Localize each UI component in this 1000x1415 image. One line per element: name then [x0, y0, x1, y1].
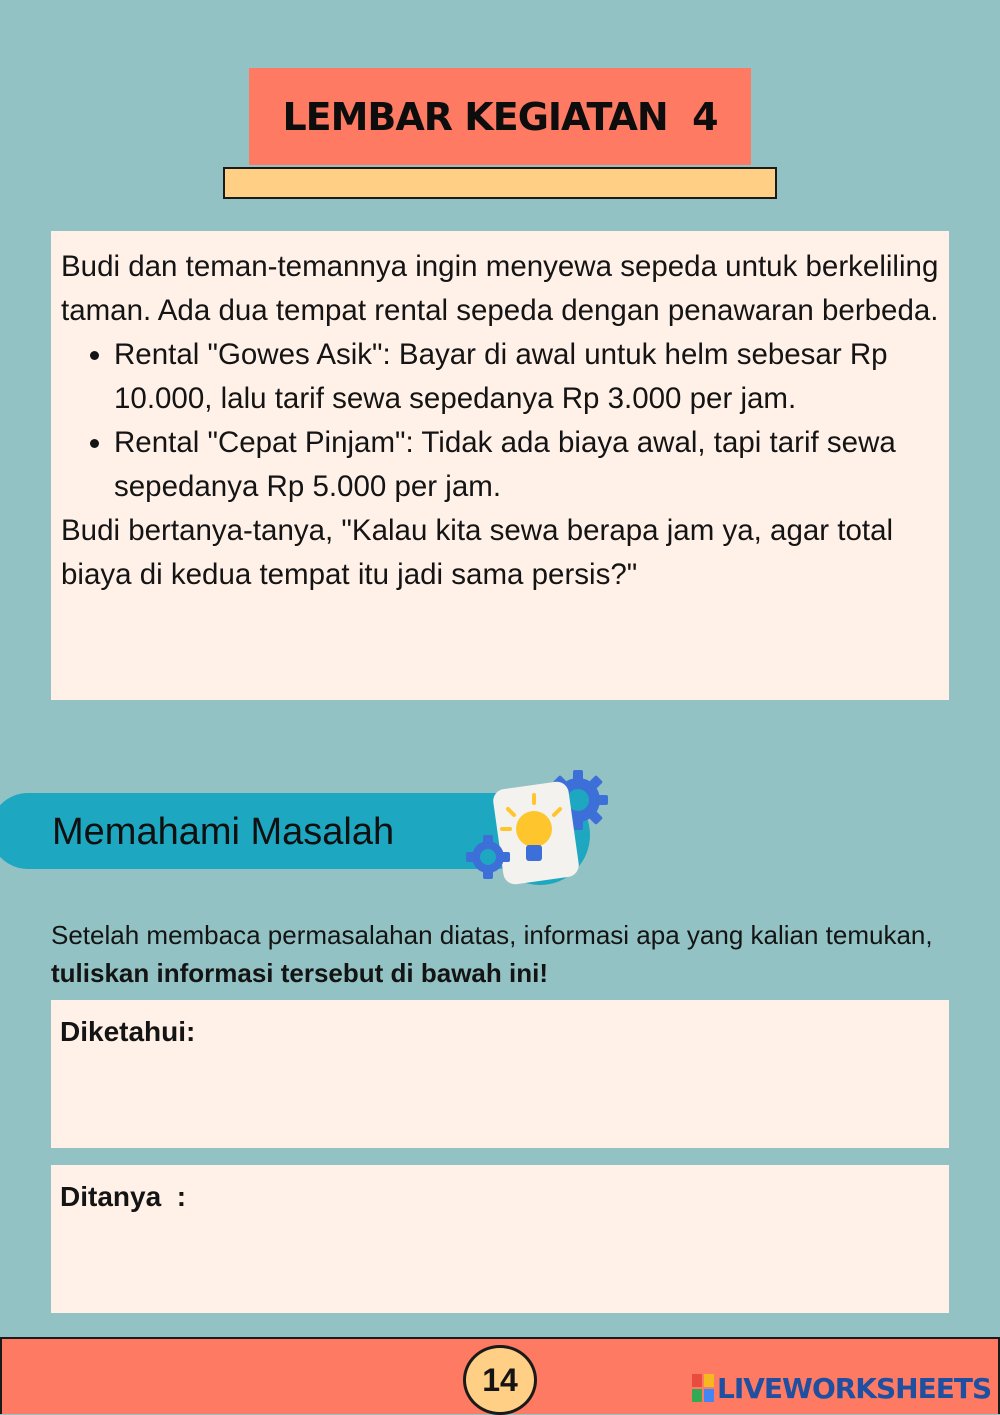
story-intro: Budi dan teman-temannya ingin menyewa sepeda untuk berkeliling taman. Ada dua tempat rental sepeda dengan penawaran berbeda. [61, 250, 939, 327]
section-title: Memahami Masalah [52, 811, 395, 853]
rental-item-cepat-pinjam: • Rental "Cepat Pinjam": Tidak ada biaya awal, tapi tarif sewa sepedanya Rp 5.000 per jam. [114, 421, 939, 509]
lightbulb-gears-icon [460, 765, 610, 895]
liveworksheets-logo-icon [692, 1374, 714, 1402]
brand-name: LIVEWORKSHEETS [717, 1371, 992, 1405]
known-label: Diketahui: [60, 1016, 196, 1047]
liveworksheets-logo [692, 1370, 991, 1406]
story-question: Budi bertanya-tanya, "Kalau kita sewa berapa jam ya, agar total biaya di kedua tempat itu jadi sama persis?" [61, 514, 894, 591]
title-underline-bar [223, 167, 777, 199]
rental-list [61, 333, 939, 509]
page-title: LEMBAR KEGIATAN 4 [282, 94, 718, 139]
asked-input[interactable] [60, 1225, 924, 1287]
page-number: 14 [463, 1345, 537, 1415]
rental-item-gowes-asik: • Rental "Gowes Asik": Bayar di awal untuk helm sebesar Rp 10.000, lalu tarif sewa sepedanya Rp 3.000 per jam. [114, 333, 939, 421]
instruction-text [51, 916, 951, 992]
instruction-normal: Setelah membaca permasalahan diatas, informasi apa yang kalian temukan, [51, 920, 933, 950]
instruction-bold: tuliskan informasi tersebut di bawah ini! [51, 958, 548, 988]
asked-answer-box [51, 1165, 949, 1313]
title-box [249, 68, 751, 165]
story-panel [51, 231, 949, 700]
asked-label: Ditanya : [60, 1181, 187, 1212]
known-answer-box [51, 1000, 949, 1148]
known-input[interactable] [60, 1060, 924, 1122]
